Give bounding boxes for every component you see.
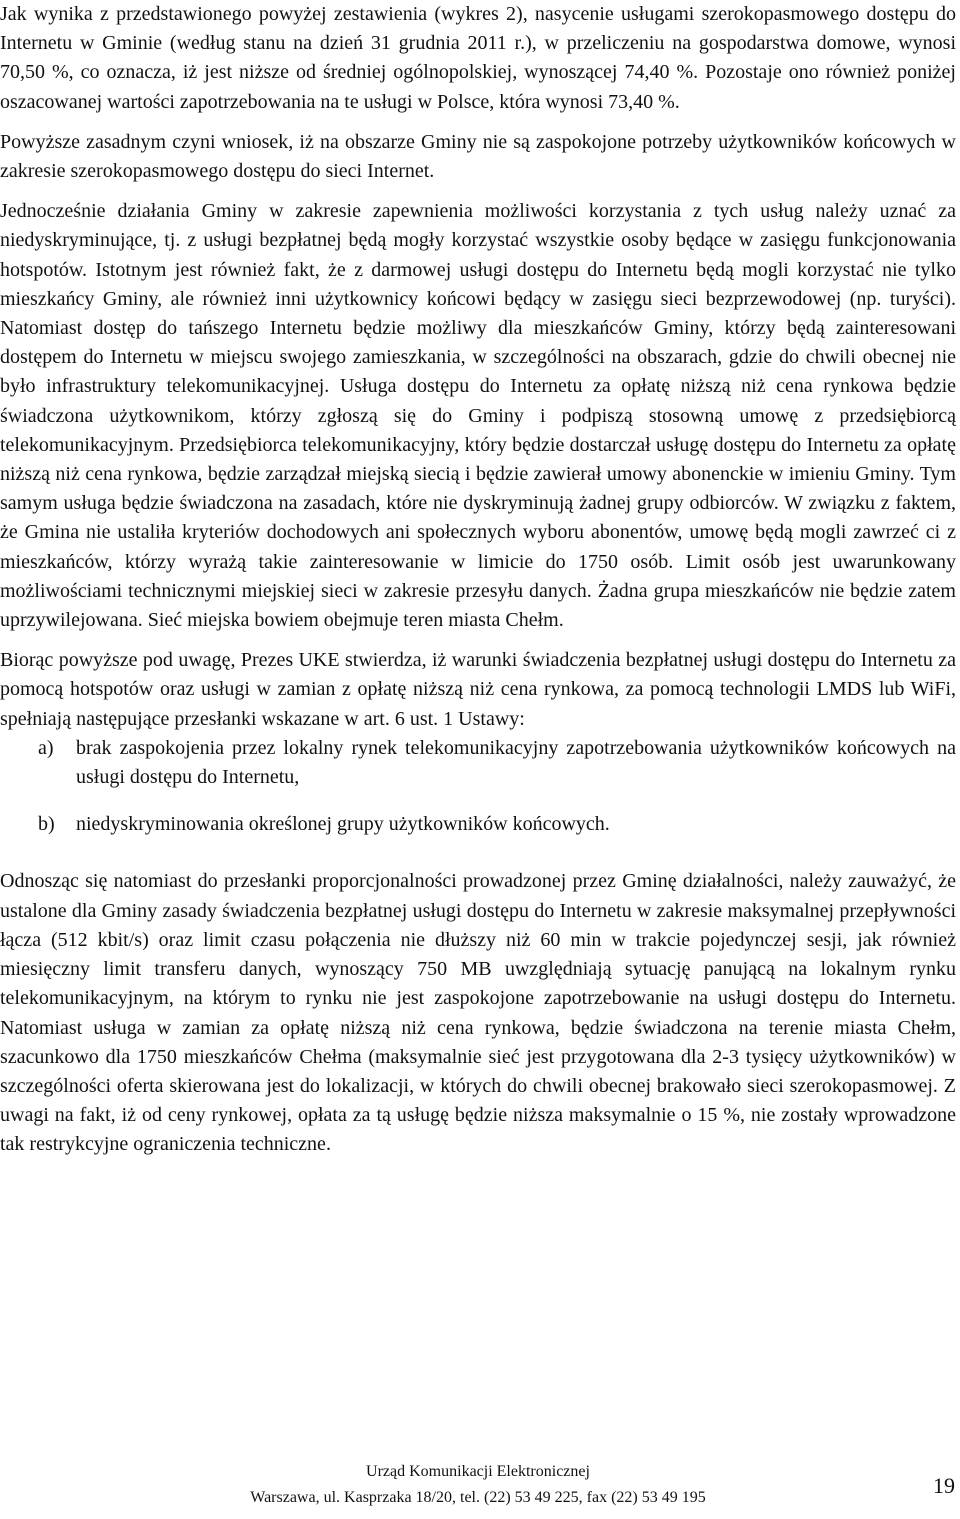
footer-address: Warszawa, ul. Kasprzaka 18/20, tel. (22) 53 49 225, fax (22) 53 49 195 [250, 1489, 706, 1506]
list-marker: b) [38, 813, 55, 836]
list-item [0, 810, 956, 839]
paragraph-non-discrimination: Jednocześnie działania Gminy w zakresie zapewnienia możliwości korzystania z tych usług należy uznać za niedyskryminujące, tj. z usługi bezpłatnej będą mogły korzystać wszystkie osoby będące w zasięgu funkcjonowania hotspotów. Istotnym jest również fakt, że z darmowej usługi dostępu do Internetu będą mogli korzystać nie tylko mieszkańcy Gminy, ale również inni użytkownicy końcowi będący w zasięgu sieci bezprzewodowej (np. turyści). Natomiast dostęp do tańszego Internetu będzie możliwy dla mieszkańców Gminy, którzy będą zainteresowani dostępem do Internetu w miejscu swojego zamieszkania, w szczególności na obszarach, gdzie do chwili obecnej nie było infrastruktury telekomunikacyjnej. Usługa dostępu do Internetu za opłatę niższą niż cena rynkowa będzie świadczona użytkownikom, którzy zgłoszą się do Gminy i podpiszą stosowną umowę z przedsiębiorcą telekomunikacyjnym. Przedsiębiorca telekomunikacyjny, który będzie dostarczał usługę dostępu do Internetu za opłatę niższą niż cena rynkowa, będzie zarządzał miejską siecią i będzie zawierał umowy abonenckie w imieniu Gminy. Tym samym usługa będzie świadczona na zasadach, które nie dyskryminują żadnej grupy odbiorców. W związku z faktem, że Gmina nie ustaliła kryteriów dochodowych ani społecznych wyboru abonentów, umowę będą mogli zawrzeć ci z mieszkańców, którzy wyrażą takie zainteresowanie w limicie do 1750 osób. Limit osób jest uwarunkowany możliwościami technicznymi miejskiej sieci w zakresie przesyłu danych. Żadna grupa mieszkańców nie będzie zatem uprzywilejowana. Sieć miejska bowiem obejmuje teren miasta Chełm. [0, 200, 956, 632]
premises-list [0, 734, 956, 840]
footer-office-name: Urząd Komunikacji Elektronicznej [366, 1463, 590, 1480]
page-footer [0, 1459, 960, 1519]
paragraph-broadband-saturation: Jak wynika z przedstawionego powyżej zestawienia (wykres 2), nasycenie usługami szerokopasmowego dostępu do Internetu w Gminie (według stanu na dzień 31 grudnia 2011 r.), w przeliczeniu na gospodarstwa domowe, wynosi 70,50 %, co oznacza, iż jest niższe od średniej ogólnopolskiej, wynoszącej 74,40 %. Pozostaje ono również poniżej oszacowanej wartości zapotrzebowania na te usługi w Polsce, która wynosi 73,40 %. [0, 3, 956, 113]
list-item-text: niedyskryminowania określonej grupy użytkowników końcowych. [76, 813, 610, 836]
paragraph-needs-conclusion: Powyższe zasadnym czyni wniosek, iż na obszarze Gminy nie są zaspokojone potrzeby użytkowników końcowych w zakresie szerokopasmowego dostępu do sieci Internet. [0, 130, 956, 183]
paragraph-proportionality: Odnosząc się natomiast do przesłanki proporcjonalności prowadzonej przez Gminę działalności, należy zauważyć, że ustalone dla Gminy zasady świadczenia bezpłatnej usługi dostępu do Internetu w zakresie maksymalnej przepływności łącza (512 kbit/s) oraz limit czasu połączenia nie dłuższy niż 60 min w trakcie pojedynczej sesji, jak również miesięczny limit transferu danych, wynoszący 750 MB uwzględniają sytuację panującą na lokalnym rynku telekomunikacyjnym, na którym to rynku nie jest zaspokojone zapotrzebowanie na usługi dostępu do Internetu. Natomiast usługa w zamian za opłatę niższą niż cena rynkowa, będzie świadczona na terenie miasta Chełm, szacunkowo dla 1750 mieszkańców Chełma (maksymalnie sieć jest przygotowana dla 2-3 tysięcy użytkowników) w szczególności oferta skierowana jest do lokalizacji, w których do chwili obecnej brakowało sieci szerokopasmowej. Z uwagi na fakt, iż od ceny rynkowej, opłata za tą usługę będzie niższa maksymalnie o 15 %, nie zostały wprowadzone tak restrykcyjne ograniczenia techniczne. [0, 870, 956, 1156]
paragraph-uke-findings: Biorąc powyższe pod uwagę, Prezes UKE stwierdza, iż warunki świadczenia bezpłatnej usługi dostępu do Internetu za pomocą hotspotów oraz usługi w zamian z opłatę niższą niż cena rynkowa, za pomocą technologii LMDS lub WiFi, spełniają następujące przesłanki wskazane w art. 6 ust. 1 Ustawy: [0, 649, 956, 730]
list-item [0, 734, 956, 792]
list-marker: a) [38, 736, 54, 759]
list-item-text: brak zaspokojenia przez lokalny rynek telekomunikacyjny zapotrzebowania użytkowników końcowych na usługi dostępu do Internetu, [76, 736, 956, 789]
page-number: 19 [933, 1473, 955, 1498]
